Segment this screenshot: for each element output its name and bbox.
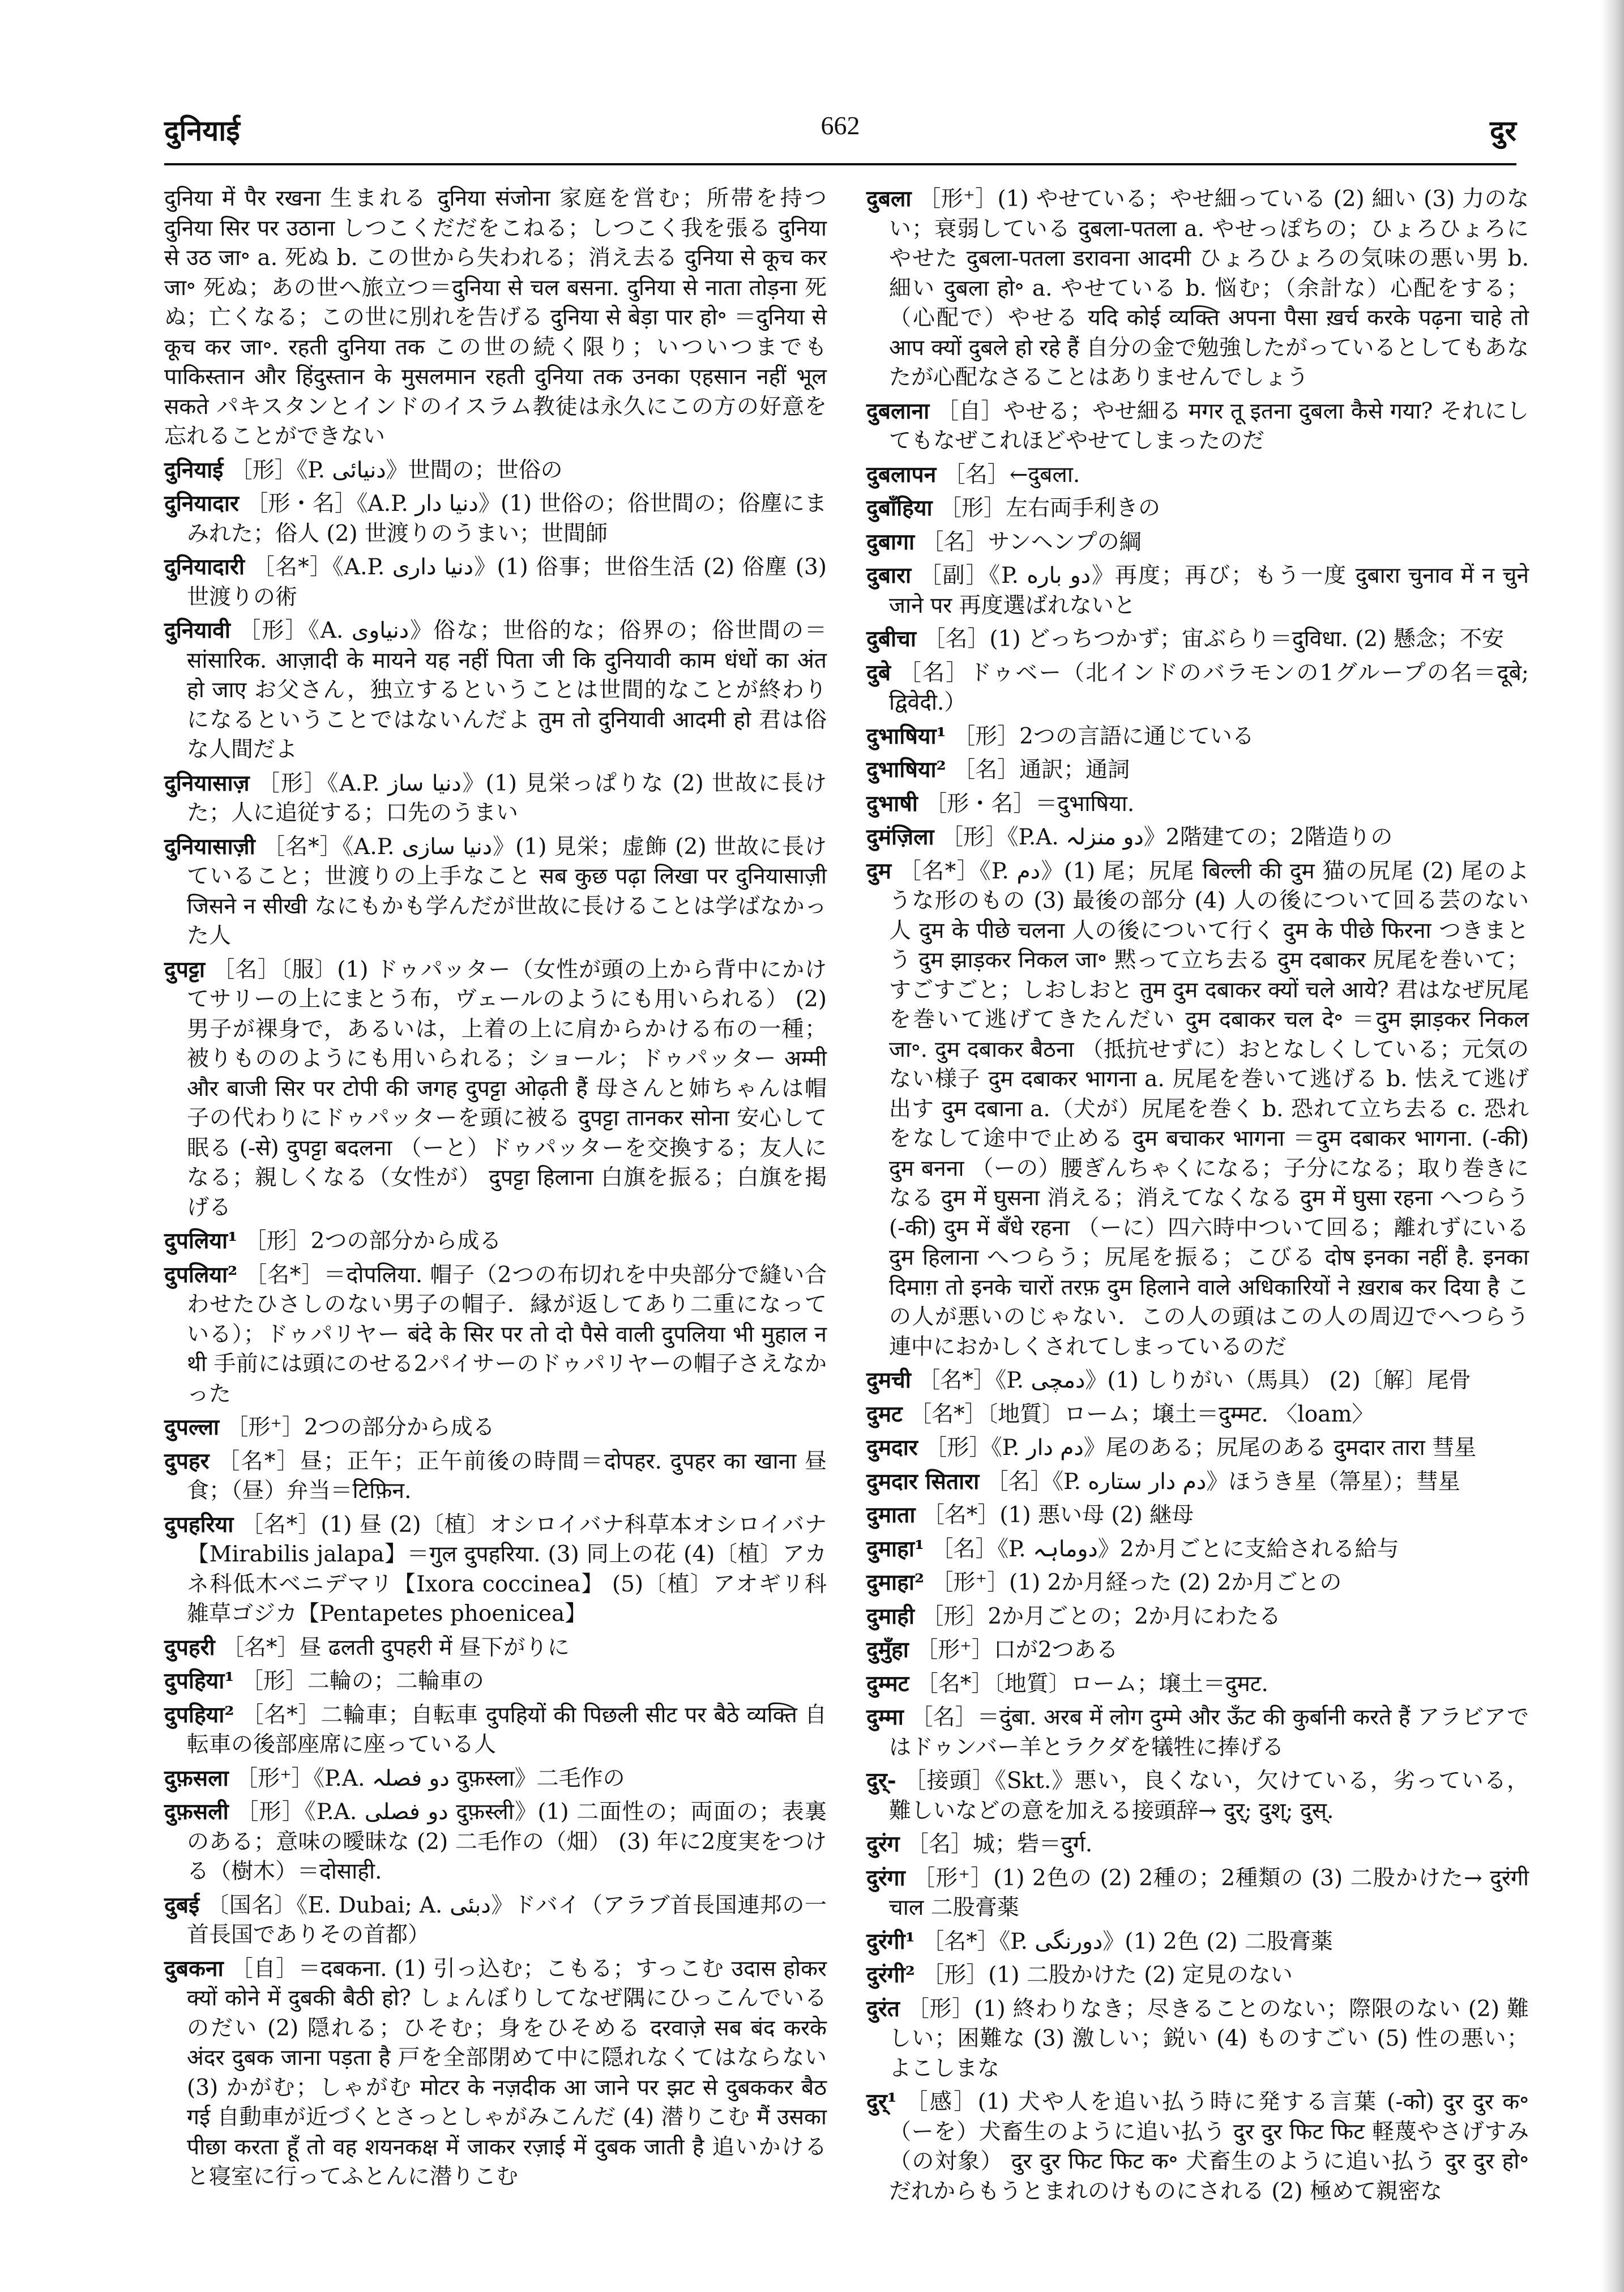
entry-definition: ［名］サンヘンプの綱 — [921, 529, 1142, 555]
entry-definition: ［名*］《P. دورنگی》(1) 2色 (2) 二股膏薬 — [922, 1928, 1333, 1954]
entry-definition: ［名］ドゥベー（北インドのバラモンの1グループの名＝दूबे; द्विवेदी.） — [889, 660, 1529, 715]
entry-headword: दुर्- — [866, 1768, 896, 1794]
entry-headword: दुम — [866, 857, 892, 884]
entry-definition: ［形］(1) 終わりなき；尽きることのない；際限のない (2) 難しい；困難な (3) 激しい；鋭い (4) ものすごい (5) 性の悪い；よこしまな — [889, 1996, 1529, 2081]
entry-definition: ［名］《P. دوماہہ》2か月ごとに支給される給与 — [931, 1536, 1399, 1562]
entry-headword: दुरंगा — [866, 1864, 905, 1891]
entry-definition: ［感］(1) 犬や人を追い払う時に発する言葉 (-को) दुर दुर क॰ （ーを）犬畜生のように追い払う दुर दुर फिट फिट 軽蔑やさげすみ（の対象） दुर दुर फिट फिट क॰ 犬畜生のように追い払う दुर दुर हो॰ だれからもうとまれのけものにされる (2) 極めて親密な — [889, 2089, 1529, 2204]
dictionary-entry — [866, 1702, 1529, 1762]
entry-definition: ［形・名］《A.P. دنیا دار》(1) 世俗の；俗世間の；俗塵にまみれた；俗人 (2) 世渡りのうまい；世間師 — [187, 491, 827, 547]
entry-headword: दुपहरिया — [164, 1511, 234, 1538]
entry-definition: ［形］2か月ごとの；2か月にわたる — [921, 1603, 1281, 1629]
entry-definition: ［形］2つの言語に通じている — [953, 723, 1254, 749]
entry-definition: ［形］《P.A. دو فصلی दुफ़स्ली》(1) 二面性の；両面の；表裏のある；意味の曖昧な (2) 二毛作の（畑） (3) 年に2度実をつける（樹木）＝दोसाही. — [187, 1799, 827, 1884]
entry-headword: दुपहिया² — [164, 1701, 234, 1728]
dictionary-entry — [164, 616, 827, 765]
entry-definition: ［名*］〔地質〕ローム；壌土＝दुमट. — [916, 1671, 1268, 1697]
dictionary-entry — [164, 832, 827, 951]
entry-headword: दुनियासाज़ी — [164, 833, 255, 860]
entry-headword: दुरंगी¹ — [866, 1928, 915, 1954]
entry-headword: दुफ़सली — [164, 1799, 229, 1825]
entry-definition: ［名*］《A.P. دنیا داری》(1) 俗事；世俗生活 (2) 俗塵 (3) 世渡りの術 — [187, 554, 827, 610]
dictionary-entry — [164, 184, 827, 452]
entry-headword: दुमदार सितारा — [866, 1468, 980, 1495]
entry-headword: दुनियाई — [164, 456, 224, 483]
entry-definition: ［名］(1) どっちつかず；宙ぶらり＝दुविधा. (2) 懸念；不安 — [923, 626, 1504, 652]
dictionary-entry — [164, 1954, 827, 2192]
entry-headword: दुबई — [164, 1892, 200, 1918]
entry-headword: दुमची — [866, 1367, 911, 1393]
entry-headword: दुभाषी — [866, 790, 918, 817]
dictionary-entry — [866, 755, 1529, 786]
entry-definition: ［形］《A.P. دنیا ساز》(1) 見栄っぱりな (2) 世故に長けた；人に追従する；口先のうまい — [187, 770, 827, 826]
entry-definition: ［名］通訳；通詞 — [953, 757, 1130, 783]
entry-definition: ［形・名］＝दुभाषिया. — [925, 791, 1135, 817]
dictionary-entry — [866, 1467, 1529, 1497]
right-guide-word: दुर — [1490, 114, 1516, 147]
entry-headword: दुपहर — [164, 1448, 210, 1474]
entry-definition: ［名*］昼；正午；正午前後の時間＝दोपहर. दुपहर का खाना 昼食；（昼）弁当＝टिफ़िन. — [187, 1448, 827, 1504]
dictionary-entry — [866, 1669, 1529, 1700]
dictionary-entry — [866, 561, 1529, 621]
entry-definition: ［名］＝दुंबा. अरब में लोग दुम्मे और ऊँट की कुर्बानी करते हैं アラビアではドゥンバー羊とラクダを犠牲に捧げる — [889, 1705, 1529, 1760]
dictionary-entry — [164, 1260, 827, 1410]
dictionary-entry — [866, 396, 1529, 456]
entry-headword: दुमाता — [866, 1502, 916, 1528]
dictionary-entry — [164, 489, 827, 549]
dictionary-entry — [866, 527, 1529, 558]
dictionary-entry — [164, 1226, 827, 1257]
entry-definition: ［名］←दुबला. — [943, 462, 1080, 488]
dictionary-entry — [164, 1764, 827, 1794]
entry-definition: ［名*］《P. دمچی》(1) しりがい（馬具） (2)〔解〕尾骨 — [918, 1368, 1471, 1393]
dictionary-entry — [866, 1602, 1529, 1632]
entry-headword: दुरंग — [866, 1831, 900, 1857]
entry-headword: दुपहिया¹ — [164, 1668, 234, 1694]
dictionary-entry — [866, 2087, 1529, 2206]
entry-definition: ［名］〔服〕(1) ドゥパッター（女性が頭の上から背中にかけてサリーの上にまとう布，ヴェールのようにも用いられる） (2) 男子が裸身で，あるいは，上着の上に肩からかける布の一種；被りもののようにも用いられる；ショール；ドゥパッター अम्मी और बाजी सिर पर टोपी की जगह दुपट्टा ओढ़ती हैं 母さんと姉ちゃんは帽子の代わりにドゥパッターを頭に被る दुपट्टा तानकर सोना 安心して眠る (-से) दुपट्टा बदलना （ーと）ドゥパッターを交換する；友人になる；親しくなる（女性が） दुपट्टा हिलाना 白旗を振る；白旗を掲げる — [187, 957, 827, 1220]
entry-definition: ［自］＝दबकना. (1) 引っ込む；こもる；すっこむ उदास होकर क्यों कोने में दुबकी बैठी हो? しょんぼりしてなぜ隅にひっこんでいるのだい (2) 隠れる；ひそむ；身をひそめる दरवाज़े सब बंद करके अंदर दुबक जाना पड़ता है 戸を全部閉めて中に隠れなくてはならない (3) かがむ；しゃがむ मोटर के नज़दीक आ जाने पर झट से दुबककर बैठ गई 自動車が近づくとさっとしゃがみこんだ (4) 潜りこむ मैं उसका पीछा करता हूँ तो वह शयनकक्ष में जाकर रज़ाई में दुबक जाती है 追いかけると寝室に行ってふとんに潜りこむ — [187, 1956, 827, 2189]
entry-definition: ［名*］〔地質〕ローム；壌土＝दुम्मट. 〈loam〉 — [909, 1401, 1374, 1427]
entry-headword: दुबारा — [866, 562, 912, 588]
entry-headword: दुभाषिया² — [866, 757, 946, 783]
entry-headword: दुबीचा — [866, 626, 916, 652]
entry-headword: दुबाँहिया — [866, 495, 933, 521]
dictionary-entry — [866, 624, 1529, 655]
dictionary-entry — [164, 769, 827, 829]
entry-definition: 〔国名〕《E. Dubai; A. دبئی》ドバイ（アラブ首長国連邦の一首長国でありその首都） — [187, 1892, 827, 1948]
right-column — [866, 184, 1529, 2210]
entry-definition: ［副］《P. دو باره》再度；再び；もう一度 दुबारा चुनाव में न चुने जाने पर 再度選ばれないと — [889, 563, 1529, 618]
entry-headword: दुपहरी — [164, 1634, 215, 1661]
dictionary-entry — [866, 722, 1529, 752]
dictionary-entry — [164, 1446, 827, 1506]
entry-headword: दुनियासाज़ — [164, 770, 250, 796]
entry-headword: दुबे — [866, 659, 891, 686]
entry-definition: ［形］2つの部分から成る — [244, 1228, 502, 1254]
dictionary-entry — [866, 184, 1529, 393]
dictionary-entry — [164, 455, 827, 486]
dictionary-entry — [866, 1433, 1529, 1463]
page-number: 662 — [820, 111, 860, 140]
entry-headword: दुमाहा¹ — [866, 1535, 925, 1562]
dictionary-entry — [866, 1863, 1529, 1923]
entry-definition: ［名］城；砦＝दुर्ग. — [907, 1832, 1093, 1857]
dictionary-entry — [866, 1399, 1529, 1430]
entry-headword: दुम्मा — [866, 1704, 904, 1730]
entry-headword: दुरंत — [866, 1995, 900, 2022]
entry-headword: दुर्¹ — [866, 2089, 897, 2115]
entry-definition: ［形⁺］2つの部分から成る — [226, 1415, 495, 1440]
dictionary-entry — [866, 1635, 1529, 1666]
entry-definition: ［名*］昼 ढलती दुपहरी में 昼下がりに — [222, 1634, 570, 1661]
entry-definition: ［形⁺］口が2つある — [916, 1637, 1118, 1663]
entry-definition: ［名*］(1) 悪い母 (2) 継母 — [922, 1503, 1194, 1528]
entry-headword: दुनियादारी — [164, 554, 245, 580]
entry-headword: दुफ़सला — [164, 1765, 229, 1791]
dictionary-entry — [866, 1568, 1529, 1598]
entry-headword: दुबकना — [164, 1955, 224, 1982]
dictionary-entry — [164, 955, 827, 1223]
dictionary-entry — [866, 822, 1529, 853]
left-column — [164, 184, 827, 2196]
entry-definition: दुनिया में पैर रखना 生まれる दुनिया संजोना 家庭を営む；所帯を持つ दुनिया सिर पर उठाना しつこくだだをこねる；しつこく我を張る दुनिया से उठ जा॰ a. 死ぬ b. この世から失われる；消え去る दुनिया से कूच कर जा॰ 死ぬ；あの世へ旅立つ＝दुनिया से चल बसना. दुनिया से नाता तोड़ना 死ぬ；亡くなる；この世に別れを告げる दुनिया से बेड़ा पार हो॰ ＝दुनिया से कूच कर जा॰. रहती दुनिया तक この世の続く限り；いついつまでも पाकिस्तान और हिंदुस्तान के मुसलमान रहती दुनिया तक उनका एहसान नहीं भूल सकते パキスタンとインドのイスラム教徒は永久にこの方の好意を忘れることができない — [164, 186, 827, 449]
entry-headword: दुमाहा² — [866, 1569, 925, 1595]
entry-headword: दुरंगी² — [866, 1962, 915, 1988]
entry-definition: ［形］左右両手利きの — [939, 496, 1161, 521]
entry-headword: दुबला — [866, 186, 912, 212]
dictionary-entry — [866, 1994, 1529, 2084]
dictionary-entry — [164, 1700, 827, 1760]
entry-definition: ［形⁺］《P.A. دو فصلہ दुफ़स्ला》二毛作の — [236, 1765, 625, 1791]
entry-definition: ［形］二輪の；二輪車の — [241, 1668, 484, 1694]
dictionary-entry — [866, 1766, 1529, 1826]
dictionary-entry — [866, 1960, 1529, 1991]
dictionary-entry — [866, 1534, 1529, 1565]
entry-headword: दुबलाना — [866, 398, 930, 424]
dictionary-entry — [164, 1633, 827, 1663]
dictionary-entry — [866, 658, 1529, 718]
entry-headword: दुपट्टा — [164, 956, 206, 983]
entry-definition: ［自］やせる；やせ細る मगर तू इतना दुबला कैसे गया? それにしてもなぜこれほどやせてしまったのだ — [889, 398, 1529, 454]
entry-definition: ［形］《P. دم دار》尾のある；尻尾のある दुमदार तारा 彗星 — [925, 1435, 1477, 1461]
dictionary-entry — [866, 493, 1529, 524]
entry-headword: दुमट — [866, 1401, 903, 1427]
left-guide-word: दुनियाई — [164, 114, 240, 147]
dictionary-entry — [866, 1500, 1529, 1531]
entry-definition: ［形⁺］(1) 2か月経った (2) 2か月ごとの — [931, 1570, 1342, 1595]
entry-definition: ［形］(1) 二股かけた (2) 定見のない — [922, 1962, 1293, 1988]
running-header — [164, 110, 1516, 156]
entry-headword: दुम्मट — [866, 1670, 909, 1697]
entry-definition: ［形］《P. دنیائی》世間の；世俗の — [230, 457, 563, 483]
dictionary-entry — [866, 1927, 1529, 1957]
entry-definition: ［接頭］《Skt.》悪い，良くない，欠けている，劣っている，難しいなどの意を加える接頭辞→ दुर्; दुश्; दुस्. — [889, 1768, 1529, 1824]
entry-headword: दुनियादार — [164, 490, 239, 517]
entry-headword: दुमदार — [866, 1435, 918, 1461]
entry-headword: दुपल्ला — [164, 1414, 219, 1440]
entry-headword: दुबलापन — [866, 461, 937, 488]
entry-definition: ［名*］二輪車；自転車 दुपहियों की पिछली सीट पर बैठे व्यक्ति 自転車の後部座席に座っている人 — [187, 1702, 827, 1757]
dictionary-entry — [164, 1412, 827, 1443]
entry-definition: ［形⁺］(1) やせている；やせ細っている (2) 細い (3) 力のない；衰弱している दुबला-पतला a. やせっぽちの；ひょろひょろにやせた दुबला-पतला डरावना आदमी ひょろひょろの気味の悪い男 b. 細い दुबला हो॰ a. やせている b. 悩む；（余計な）心配をする；（心配で）やせる यदि कोई व्यक्ति अपना पैसा ख़र्च करके पढ़ना चाहे तो आप क्यों दुबले हो रहे हैं 自分の金で勉強したがっているとしてもあなたが心配なさることはありませんでしょう — [889, 186, 1529, 390]
dictionary-entry — [866, 856, 1529, 1363]
header-rule — [164, 163, 1516, 165]
dictionary-entry — [164, 1510, 827, 1629]
entry-headword: दुमाही — [866, 1603, 914, 1629]
entry-headword: दुपलिया² — [164, 1261, 238, 1288]
dictionary-entry — [164, 1666, 827, 1697]
entry-headword: दुपलिया¹ — [164, 1228, 238, 1254]
dictionary-entry — [164, 552, 827, 612]
dictionary-entry — [866, 460, 1529, 490]
entry-headword: दुनियावी — [164, 617, 230, 643]
entry-headword: दुमुँहा — [866, 1637, 909, 1663]
entry-definition: ［名*］《P. دم》(1) 尾；尻尾 बिल्ली की दुम 猫の尻尾 (2) 尾のような形のもの (3) 最後の部分 (4) 人の後について回る芸のない人 दुम के पीछे चलना 人の後について行く दुम के पीछे फिरना つきまとう दुम झाड़कर निकल जा॰ 黙って立ち去る दुम दबाकर 尻尾を巻いて；すごすごと；しおしおと तुम दुम दबाकर क्यों चले आये? 君はなぜ尻尾を巻いて逃げてきたんだい दुम दबाकर चल दे॰ ＝दुम झाड़कर निकल जा॰. दुम दबाकर बैठना （抵抗せずに）おとなしくしている；元気のない様子 दुम दबाकर भागना a. 尻尾を巻いて逃げる b. 怯えて逃げ出す दुम दबाना a.（犬が）尻尾を巻く b. 恐れて立ち去る c. 恐れをなして途中で止める दुम बचाकर भागना ＝दुम दबाकर भागना. (-की) दुम बनना （ーの）腰ぎんちゃくになる；子分になる；取り巻きになる दुम में घुसना 消える；消えてなくなる दुम में घुसा रहना へつらう (-की) दुम में बँधे रहना （ーに）四六時中ついて回る；離れずにいる दुम हिलाना へつらう；尻尾を振る；こびる दोष इनका नहीं है. इनका दिमाग़ तो इनके चारों तरफ़ दुम हिलाने वाले अधिकारियों ने ख़राब कर दिया है この人が悪いのじゃない．この人の頭はこの人の周辺でへつらう連中におかしくされてしまっているのだ — [889, 858, 1529, 1360]
entry-headword: दुभाषिया¹ — [866, 723, 946, 749]
entry-definition: ［名*］《A.P. دنیا سازی》(1) 見栄；虚飾 (2) 世故に長けていること；世渡りの上手なこと सब कुछ पढ़ा लिखा पर दुनियासाज़ी जिसने न सीखी なにもかも学んだが世故に長けることは学ばなかった人 — [187, 834, 827, 949]
entry-headword: दुमंज़िला — [866, 824, 934, 850]
dictionary-entry — [866, 1829, 1529, 1860]
entry-definition: ［名］《P. دم دار ستاره》ほうき星（箒星）；彗星 — [986, 1469, 1460, 1495]
dictionary-entry — [866, 789, 1529, 820]
entry-definition: ［形］《A. دنیاوی》俗な；世俗的な；俗界の；俗世間の＝सांसारिक. आज़ादी के मायने यह नहीं पिता जी कि दुनियावी काम धंधों का अंत हो जाए お父さん，独立するということは世間的なことが終わりになるということではないんだよ तुम तो दुनियावी आदमी हो 君は俗な人間だよ — [187, 618, 827, 762]
dictionary-entry — [164, 1890, 827, 1950]
entry-definition: ［名*］＝दोपलिया. 帽子（2つの布切れを中央部分で縫い合わせたひさしのない男子の帽子．縁が返してあり二重になっている）；ドゥパリヤー बंदे के सिर पर तो दो पैसे वाली दुपलिया भी मुहाल न थी 手前には頭にのせる2パイサーのドゥパリヤーの帽子さえなかった — [187, 1262, 827, 1407]
entry-definition: ［形⁺］(1) 2色の (2) 2種の；2種類の (3) 二股かけた→ दुरंगी चाल 二股膏薬 — [889, 1865, 1529, 1920]
entry-definition: ［形］《P.A. دو منزلہ》2階建ての；2階造りの — [941, 825, 1393, 850]
page-edge-shadow — [1601, 0, 1624, 2292]
dictionary-entry — [164, 1797, 827, 1887]
entry-definition: ［名*］(1) 昼 (2)〔植〕オシロイバナ科草本オシロイバナ【Mirabilis jalapa】＝गुल दुपहरिया. (3) 同上の花 (4)〔植〕アカネ科低木ベニデマリ【Ixora coccinea】 (5)〔植〕アオギリ科雑草ゴジカ【Pentapetes phoeniceа】 — [187, 1512, 827, 1627]
dictionary-entry — [866, 1365, 1529, 1396]
entry-headword: दुबागा — [866, 528, 915, 555]
